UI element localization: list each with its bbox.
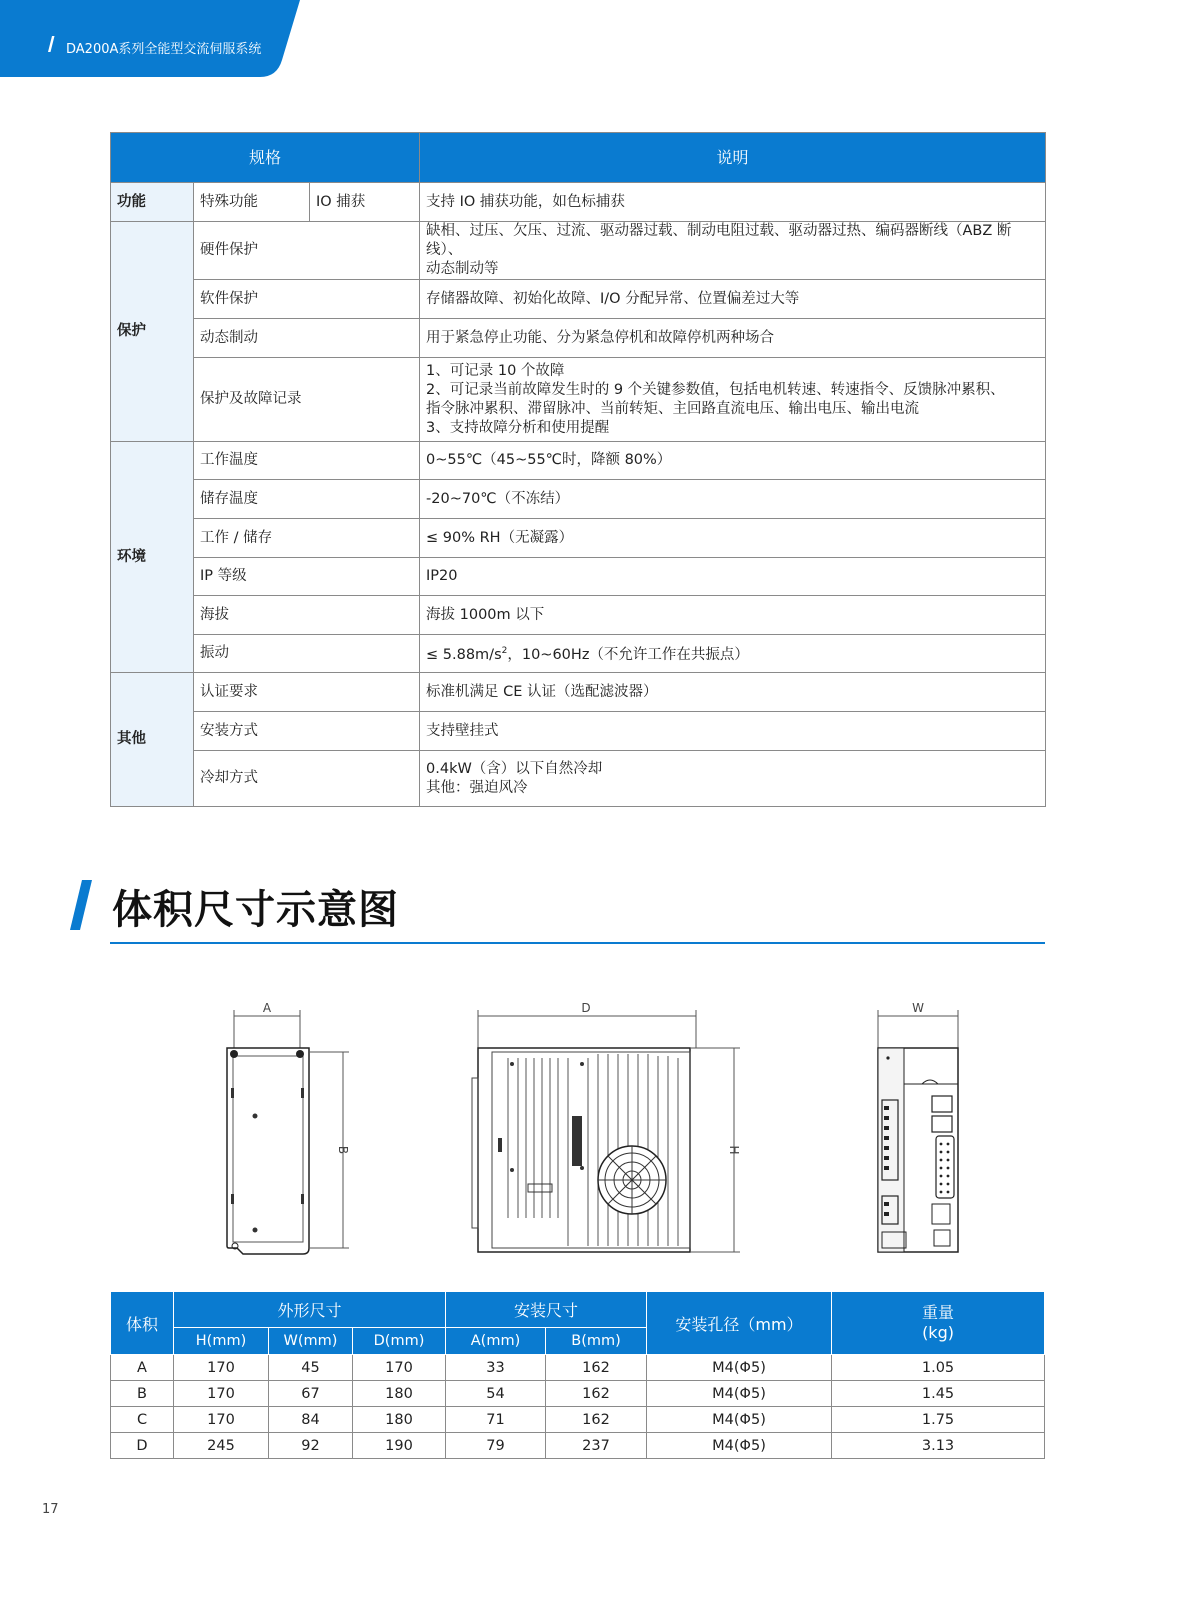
category-cell: 其他 [111,673,194,807]
desc-superscript: 2 [501,646,508,657]
table-row [111,480,1046,519]
desc-cell: 0~55℃（45~55℃时，降额 80%） [420,442,1046,480]
spec-table [110,132,1046,807]
desc-cell: 缺相、过压、欠压、过流、驱动器过载、制动电阻过载、驱动器过热、编码器断线（ABZ 断线）、 动态制动等 [420,222,1046,280]
cell-w: 45 [269,1355,353,1381]
side-view-drawing [468,998,743,1260]
category-cell: 功能 [111,183,194,222]
desc-cell: 海拔 1000m 以下 [420,596,1046,635]
spec-header-row [111,133,1046,183]
table-row [111,222,1046,280]
cell-a: 54 [446,1381,546,1407]
header-tab [0,0,306,78]
table-row [111,319,1046,358]
table-row [111,673,1046,712]
cell-b: 162 [546,1381,647,1407]
cell-d: 180 [353,1407,446,1433]
subheader-d: D(mm) [353,1328,446,1355]
item-cell: 认证要求 [194,673,420,712]
sub-item-cell: IO 捕获 [310,183,420,222]
cell-a: 33 [446,1355,546,1381]
cell-hole: M4(Φ5) [647,1381,832,1407]
table-row [111,1433,1045,1459]
cell-w: 67 [269,1381,353,1407]
page-number: 17 [42,1502,59,1517]
front-view-drawing [868,998,968,1260]
item-cell: 动态制动 [194,319,420,358]
table-row [111,1355,1045,1381]
desc-cell: ≤ 90% RH（无凝露） [420,519,1046,558]
section-slash-icon [68,880,98,932]
table-row [111,519,1046,558]
header-title: DA200A系列全能型交流伺服系统 [66,42,262,57]
desc-cell: -20~70℃（不冻结） [420,480,1046,519]
cell-w: 84 [269,1407,353,1433]
dim-header-row [111,1292,1045,1328]
cell-d: 170 [353,1355,446,1381]
desc-cell: IP20 [420,558,1046,596]
cell-h: 245 [174,1433,269,1459]
cell-hole: M4(Φ5) [647,1355,832,1381]
desc-cell: 支持壁挂式 [420,712,1046,751]
item-cell: 冷却方式 [194,751,420,807]
table-row [111,712,1046,751]
dim-label-b: B [336,1145,350,1155]
cell-w: 92 [269,1433,353,1459]
dimension-table [110,1291,1045,1459]
table-row [111,635,1046,673]
header-outer-size: 外形尺寸 [174,1292,446,1328]
cell-h: 170 [174,1355,269,1381]
cell-h: 170 [174,1381,269,1407]
dim-label-w: W [912,1001,924,1015]
subheader-a: A(mm) [446,1328,546,1355]
cell-volume: D [111,1433,174,1459]
table-row [111,442,1046,480]
cell-volume: A [111,1355,174,1381]
dim-label-d: D [581,1001,591,1015]
table-row [111,1407,1045,1433]
item-cell: 储存温度 [194,480,420,519]
table-row [111,1381,1045,1407]
spec-header-desc: 说明 [420,133,1046,183]
cell-weight: 3.13 [832,1433,1045,1459]
header-weight: 重量 (kg) [832,1292,1045,1355]
desc-cell: 支持 IO 捕获功能，如色标捕获 [420,183,1046,222]
cell-h: 170 [174,1407,269,1433]
subheader-b: B(mm) [546,1328,647,1355]
cell-b: 162 [546,1407,647,1433]
item-cell: 振动 [194,635,420,673]
item-cell: 软件保护 [194,280,420,319]
table-row [111,751,1046,807]
item-cell: IP 等级 [194,558,420,596]
item-cell: 特殊功能 [194,183,310,222]
subheader-h: H(mm) [174,1328,269,1355]
subheader-w: W(mm) [269,1328,353,1355]
desc-cell [420,635,1046,673]
section-divider [110,942,1045,944]
item-cell: 工作温度 [194,442,420,480]
table-row [111,558,1046,596]
spec-header-spec: 规格 [111,133,420,183]
dim-label-h: H [727,1145,741,1155]
desc-cell: 标准机满足 CE 认证（选配滤波器） [420,673,1046,712]
item-cell: 硬件保护 [194,222,420,280]
cell-hole: M4(Φ5) [647,1407,832,1433]
item-cell: 工作 / 储存 [194,519,420,558]
cell-a: 79 [446,1433,546,1459]
cell-weight: 1.45 [832,1381,1045,1407]
category-cell: 保护 [111,222,194,442]
item-cell: 海拔 [194,596,420,635]
table-row [111,183,1046,222]
header-volume: 体积 [111,1292,174,1355]
item-cell: 保护及故障记录 [194,358,420,442]
desc-cell: 0.4kW（含）以下自然冷却 其他：强迫风冷 [420,751,1046,807]
cell-b: 162 [546,1355,647,1381]
table-row [111,596,1046,635]
cell-hole: M4(Φ5) [647,1433,832,1459]
cell-d: 190 [353,1433,446,1459]
dim-label-a: A [262,1001,272,1015]
item-cell: 安装方式 [194,712,420,751]
section-title: 体积尺寸示意图 [112,887,399,933]
desc-cell: 1、可记录 10 个故障 2、可记录当前故障发生时的 9 个关键参数值，包括电机转速、转速指令、反馈脉冲累积、 指令脉冲累积、滞留脉冲、当前转矩、主回路直流电压、输出电压、输出电流 3、支持故障分析和使用提醒 [420,358,1046,442]
desc-text: ，10~60Hz（不允许工作在共振点） [507,646,749,663]
cell-b: 237 [546,1433,647,1459]
desc-text: ≤ 5.88m/s [426,646,502,663]
desc-cell: 存储器故障、初始化故障、I/O 分配异常、位置偏差过大等 [420,280,1046,319]
back-view-drawing [215,998,360,1260]
category-cell: 环境 [111,442,194,673]
cell-volume: B [111,1381,174,1407]
cell-weight: 1.75 [832,1407,1045,1433]
desc-cell: 用于紧急停止功能、分为紧急停机和故障停机两种场合 [420,319,1046,358]
cell-a: 71 [446,1407,546,1433]
table-row [111,358,1046,442]
cell-d: 180 [353,1381,446,1407]
cell-volume: C [111,1407,174,1433]
table-row [111,280,1046,319]
header-hole-size: 安装孔径（mm） [647,1292,832,1355]
header-mount-size: 安装尺寸 [446,1292,647,1328]
cell-weight: 1.05 [832,1355,1045,1381]
